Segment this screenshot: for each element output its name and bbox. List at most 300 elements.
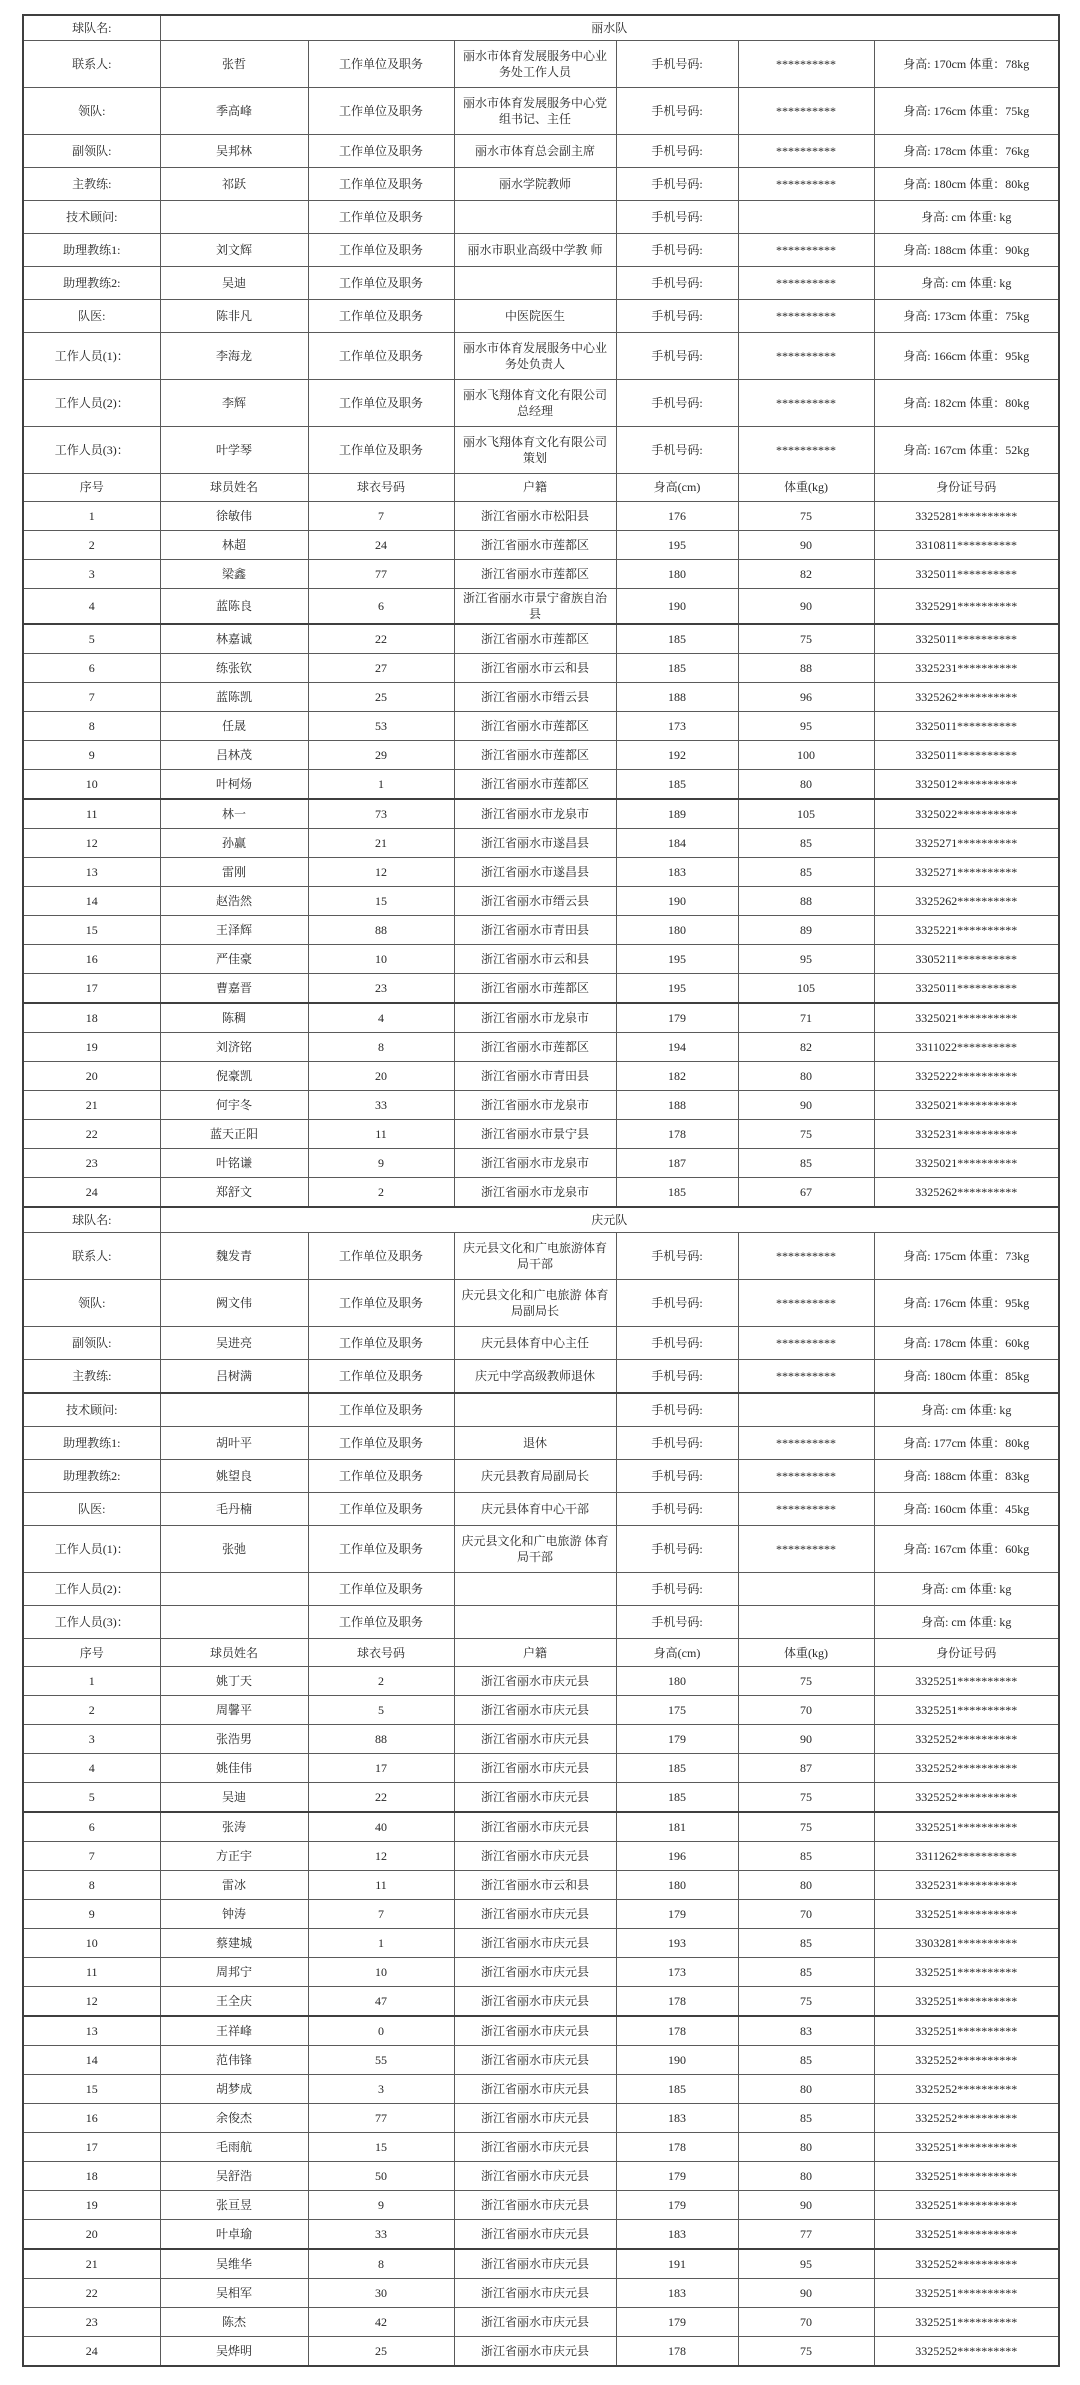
staff-row <box>23 1573 1059 1606</box>
player-name: 倪豪凯 <box>160 1062 308 1091</box>
player-name: 王泽辉 <box>160 916 308 945</box>
player-row <box>23 887 1059 916</box>
unit-label: 工作单位及职务 <box>308 168 454 201</box>
player-jersey: 73 <box>308 799 454 829</box>
player-origin: 浙江省丽水市庆元县 <box>454 2016 616 2046</box>
player-weight: 105 <box>738 799 874 829</box>
staff-name <box>160 201 308 234</box>
document-page <box>22 14 1058 2367</box>
player-no: 16 <box>23 945 160 974</box>
staff-role: 副领队: <box>23 1327 160 1360</box>
player-name: 余俊杰 <box>160 2104 308 2133</box>
player-id: 3325251********** <box>874 2220 1059 2250</box>
player-id: 3325252********** <box>874 1754 1059 1783</box>
staff-metrics: 身高: 188cm 体重：90kg <box>874 234 1059 267</box>
staff-role: 主教练: <box>23 1360 160 1394</box>
player-row <box>23 945 1059 974</box>
player-height: 195 <box>616 945 738 974</box>
player-no: 22 <box>23 1120 160 1149</box>
player-no: 19 <box>23 1033 160 1062</box>
column-header: 序号 <box>23 1639 160 1667</box>
column-header: 户籍 <box>454 1639 616 1667</box>
player-height: 190 <box>616 589 738 625</box>
player-row <box>23 1958 1059 1987</box>
column-header: 球衣号码 <box>308 1639 454 1667</box>
player-no: 9 <box>23 1900 160 1929</box>
player-row <box>23 858 1059 887</box>
player-weight: 90 <box>738 1725 874 1754</box>
player-header-row <box>23 474 1059 502</box>
player-jersey: 2 <box>308 1667 454 1696</box>
phone-label: 手机号码: <box>616 1393 738 1427</box>
player-no: 2 <box>23 1696 160 1725</box>
player-height: 190 <box>616 2046 738 2075</box>
staff-role: 工作人员(3)： <box>23 427 160 474</box>
player-name: 周邦宁 <box>160 1958 308 1987</box>
player-jersey: 24 <box>308 531 454 560</box>
player-id: 3325011********** <box>874 974 1059 1004</box>
phone-label: 手机号码: <box>616 135 738 168</box>
staff-role: 领队: <box>23 88 160 135</box>
staff-role: 队医: <box>23 300 160 333</box>
player-origin: 浙江省丽水市景宁畲族自治县 <box>454 589 616 625</box>
staff-row <box>23 234 1059 267</box>
player-origin: 浙江省丽水市云和县 <box>454 1871 616 1900</box>
player-name: 林一 <box>160 799 308 829</box>
staff-metrics: 身高: 178cm 体重：60kg <box>874 1327 1059 1360</box>
player-origin: 浙江省丽水市莲都区 <box>454 712 616 741</box>
player-no: 14 <box>23 887 160 916</box>
player-name: 蓝天正阳 <box>160 1120 308 1149</box>
player-no: 5 <box>23 1783 160 1813</box>
player-name: 郑舒文 <box>160 1178 308 1208</box>
player-row <box>23 654 1059 683</box>
player-origin: 浙江省丽水市庆元县 <box>454 1987 616 2017</box>
staff-name: 张哲 <box>160 41 308 88</box>
player-name: 陈稠 <box>160 1003 308 1033</box>
player-row <box>23 1754 1059 1783</box>
player-id: 3325231********** <box>874 654 1059 683</box>
player-name: 孙赢 <box>160 829 308 858</box>
staff-name: 李辉 <box>160 380 308 427</box>
unit-label: 工作单位及职务 <box>308 201 454 234</box>
player-name: 王祥峰 <box>160 2016 308 2046</box>
staff-name: 吴迪 <box>160 267 308 300</box>
player-origin: 浙江省丽水市龙泉市 <box>454 1149 616 1178</box>
staff-role: 工作人员(2)： <box>23 380 160 427</box>
player-height: 187 <box>616 1149 738 1178</box>
staff-phone: ********** <box>738 234 874 267</box>
staff-metrics: 身高: 182cm 体重：80kg <box>874 380 1059 427</box>
staff-name: 吴邦林 <box>160 135 308 168</box>
staff-phone: ********** <box>738 88 874 135</box>
phone-label: 手机号码: <box>616 380 738 427</box>
staff-unit: 退休 <box>454 1427 616 1460</box>
player-weight: 83 <box>738 2016 874 2046</box>
staff-phone <box>738 1606 874 1639</box>
staff-phone <box>738 201 874 234</box>
player-no: 15 <box>23 2075 160 2104</box>
player-row <box>23 1696 1059 1725</box>
player-id: 3325252********** <box>874 2337 1059 2367</box>
player-jersey: 29 <box>308 741 454 770</box>
staff-role: 技术顾问: <box>23 201 160 234</box>
player-row <box>23 1033 1059 1062</box>
player-id: 3325251********** <box>874 2162 1059 2191</box>
player-weight: 75 <box>738 502 874 531</box>
staff-metrics: 身高: cm 体重: kg <box>874 267 1059 300</box>
unit-label: 工作单位及职务 <box>308 41 454 88</box>
player-weight: 100 <box>738 741 874 770</box>
player-height: 192 <box>616 741 738 770</box>
staff-row <box>23 1493 1059 1526</box>
player-origin: 浙江省丽水市云和县 <box>454 945 616 974</box>
unit-label: 工作单位及职务 <box>308 1493 454 1526</box>
player-row <box>23 624 1059 654</box>
staff-unit: 庆元县文化和广电旅游 体育局干部 <box>454 1526 616 1573</box>
staff-row <box>23 41 1059 88</box>
phone-label: 手机号码: <box>616 1327 738 1360</box>
player-id: 3325252********** <box>874 2104 1059 2133</box>
staff-name <box>160 1606 308 1639</box>
unit-label: 工作单位及职务 <box>308 380 454 427</box>
player-jersey: 88 <box>308 916 454 945</box>
player-height: 188 <box>616 1091 738 1120</box>
player-weight: 80 <box>738 770 874 800</box>
player-no: 10 <box>23 770 160 800</box>
player-height: 185 <box>616 2075 738 2104</box>
staff-unit: 中医院医生 <box>454 300 616 333</box>
player-origin: 浙江省丽水市庆元县 <box>454 2133 616 2162</box>
player-no: 6 <box>23 654 160 683</box>
player-jersey: 6 <box>308 589 454 625</box>
staff-unit: 丽水学院教师 <box>454 168 616 201</box>
player-weight: 75 <box>738 2337 874 2367</box>
player-origin: 浙江省丽水市庆元县 <box>454 1842 616 1871</box>
column-header: 身份证号码 <box>874 1639 1059 1667</box>
player-jersey: 47 <box>308 1987 454 2017</box>
player-height: 196 <box>616 1842 738 1871</box>
player-jersey: 10 <box>308 945 454 974</box>
staff-unit: 庆元县教育局副局长 <box>454 1460 616 1493</box>
player-no: 2 <box>23 531 160 560</box>
staff-metrics: 身高: cm 体重: kg <box>874 201 1059 234</box>
player-jersey: 42 <box>308 2308 454 2337</box>
player-height: 178 <box>616 1120 738 1149</box>
staff-name: 季高峰 <box>160 88 308 135</box>
player-jersey: 2 <box>308 1178 454 1208</box>
player-origin: 浙江省丽水市庆元县 <box>454 1696 616 1725</box>
player-name: 严佳豪 <box>160 945 308 974</box>
unit-label: 工作单位及职务 <box>308 1606 454 1639</box>
player-row <box>23 2191 1059 2220</box>
player-row <box>23 1003 1059 1033</box>
player-jersey: 21 <box>308 829 454 858</box>
staff-row <box>23 1460 1059 1493</box>
player-name: 张亘昱 <box>160 2191 308 2220</box>
player-origin: 浙江省丽水市龙泉市 <box>454 799 616 829</box>
player-row <box>23 531 1059 560</box>
player-id: 3310811********** <box>874 531 1059 560</box>
player-origin: 浙江省丽水市庆元县 <box>454 1725 616 1754</box>
player-row <box>23 1842 1059 1871</box>
staff-name <box>160 1393 308 1427</box>
player-no: 9 <box>23 741 160 770</box>
player-weight: 90 <box>738 1091 874 1120</box>
staff-row <box>23 300 1059 333</box>
staff-phone: ********** <box>738 41 874 88</box>
player-name: 林超 <box>160 531 308 560</box>
staff-name: 刘文辉 <box>160 234 308 267</box>
player-jersey: 53 <box>308 712 454 741</box>
staff-name: 叶学琴 <box>160 427 308 474</box>
player-origin: 浙江省丽水市遂昌县 <box>454 858 616 887</box>
player-jersey: 40 <box>308 1812 454 1842</box>
player-height: 180 <box>616 1667 738 1696</box>
player-no: 19 <box>23 2191 160 2220</box>
player-height: 180 <box>616 916 738 945</box>
unit-label: 工作单位及职务 <box>308 1393 454 1427</box>
player-id: 3325252********** <box>874 1783 1059 1813</box>
player-row <box>23 2162 1059 2191</box>
player-origin: 浙江省丽水市庆元县 <box>454 1754 616 1783</box>
player-name: 胡梦成 <box>160 2075 308 2104</box>
staff-row <box>23 1526 1059 1573</box>
player-row <box>23 2249 1059 2279</box>
player-name: 叶卓瑜 <box>160 2220 308 2250</box>
staff-name: 胡叶平 <box>160 1427 308 1460</box>
player-no: 8 <box>23 1871 160 1900</box>
player-row <box>23 1178 1059 1208</box>
staff-metrics: 身高: 176cm 体重：95kg <box>874 1280 1059 1327</box>
player-weight: 80 <box>738 1871 874 1900</box>
player-name: 吴维华 <box>160 2249 308 2279</box>
staff-role: 助理教练2: <box>23 1460 160 1493</box>
player-name: 曹嘉晋 <box>160 974 308 1004</box>
player-height: 183 <box>616 2279 738 2308</box>
staff-phone: ********** <box>738 333 874 380</box>
player-name: 张浩男 <box>160 1725 308 1754</box>
player-jersey: 4 <box>308 1003 454 1033</box>
player-jersey: 11 <box>308 1871 454 1900</box>
phone-label: 手机号码: <box>616 168 738 201</box>
player-no: 17 <box>23 2133 160 2162</box>
player-weight: 105 <box>738 974 874 1004</box>
player-name: 毛雨航 <box>160 2133 308 2162</box>
staff-name: 魏发青 <box>160 1233 308 1280</box>
staff-metrics: 身高: 166cm 体重：95kg <box>874 333 1059 380</box>
staff-name: 李海龙 <box>160 333 308 380</box>
player-no: 5 <box>23 624 160 654</box>
unit-label: 工作单位及职务 <box>308 1526 454 1573</box>
unit-label: 工作单位及职务 <box>308 1427 454 1460</box>
staff-phone: ********** <box>738 1460 874 1493</box>
player-height: 185 <box>616 654 738 683</box>
player-no: 14 <box>23 2046 160 2075</box>
team-name-label: 球队名: <box>23 15 160 41</box>
player-origin: 浙江省丽水市云和县 <box>454 654 616 683</box>
player-jersey: 8 <box>308 2249 454 2279</box>
staff-role: 助理教练1: <box>23 234 160 267</box>
player-name: 吴相军 <box>160 2279 308 2308</box>
staff-row <box>23 88 1059 135</box>
player-name: 林嘉诚 <box>160 624 308 654</box>
player-height: 176 <box>616 502 738 531</box>
player-id: 3325262********** <box>874 887 1059 916</box>
staff-phone: ********** <box>738 380 874 427</box>
player-weight: 95 <box>738 712 874 741</box>
player-id: 3325252********** <box>874 2075 1059 2104</box>
staff-role: 工作人员(2)： <box>23 1573 160 1606</box>
player-id: 3325021********** <box>874 1091 1059 1120</box>
player-jersey: 11 <box>308 1120 454 1149</box>
player-no: 10 <box>23 1929 160 1958</box>
phone-label: 手机号码: <box>616 234 738 267</box>
player-name: 刘济铭 <box>160 1033 308 1062</box>
player-weight: 85 <box>738 1929 874 1958</box>
player-weight: 70 <box>738 1900 874 1929</box>
staff-row <box>23 267 1059 300</box>
player-height: 185 <box>616 1178 738 1208</box>
player-height: 179 <box>616 1900 738 1929</box>
player-weight: 85 <box>738 2046 874 2075</box>
staff-metrics: 身高: 167cm 体重：60kg <box>874 1526 1059 1573</box>
unit-label: 工作单位及职务 <box>308 1573 454 1606</box>
player-no: 4 <box>23 1754 160 1783</box>
player-id: 3325252********** <box>874 2249 1059 2279</box>
player-id: 3303281********** <box>874 1929 1059 1958</box>
column-header: 体重(kg) <box>738 474 874 502</box>
staff-phone: ********** <box>738 300 874 333</box>
phone-label: 手机号码: <box>616 1493 738 1526</box>
player-id: 3325251********** <box>874 1987 1059 2017</box>
staff-unit: 丽水市体育总会副主席 <box>454 135 616 168</box>
player-weight: 75 <box>738 1120 874 1149</box>
player-origin: 浙江省丽水市庆元县 <box>454 2191 616 2220</box>
staff-metrics: 身高: 188cm 体重：83kg <box>874 1460 1059 1493</box>
player-origin: 浙江省丽水市庆元县 <box>454 2249 616 2279</box>
player-origin: 浙江省丽水市莲都区 <box>454 560 616 589</box>
player-row <box>23 1987 1059 2017</box>
player-name: 姚佳伟 <box>160 1754 308 1783</box>
player-height: 184 <box>616 829 738 858</box>
player-height: 173 <box>616 712 738 741</box>
player-height: 180 <box>616 560 738 589</box>
staff-row <box>23 135 1059 168</box>
player-height: 179 <box>616 1003 738 1033</box>
staff-metrics: 身高: 177cm 体重：80kg <box>874 1427 1059 1460</box>
player-no: 23 <box>23 2308 160 2337</box>
column-header: 球员姓名 <box>160 1639 308 1667</box>
player-no: 3 <box>23 1725 160 1754</box>
staff-unit <box>454 1606 616 1639</box>
unit-label: 工作单位及职务 <box>308 135 454 168</box>
player-origin: 浙江省丽水市莲都区 <box>454 1033 616 1062</box>
staff-row <box>23 1427 1059 1460</box>
player-id: 3325251********** <box>874 1696 1059 1725</box>
player-id: 3325012********** <box>874 770 1059 800</box>
player-no: 15 <box>23 916 160 945</box>
player-row <box>23 1929 1059 1958</box>
player-no: 8 <box>23 712 160 741</box>
staff-name: 祁跃 <box>160 168 308 201</box>
player-origin: 浙江省丽水市庆元县 <box>454 2162 616 2191</box>
player-jersey: 22 <box>308 1783 454 1813</box>
player-row <box>23 2104 1059 2133</box>
player-weight: 88 <box>738 887 874 916</box>
player-origin: 浙江省丽水市松阳县 <box>454 502 616 531</box>
player-height: 191 <box>616 2249 738 2279</box>
player-jersey: 12 <box>308 858 454 887</box>
player-id: 3325251********** <box>874 2016 1059 2046</box>
player-name: 吴舒浩 <box>160 2162 308 2191</box>
player-jersey: 27 <box>308 654 454 683</box>
player-origin: 浙江省丽水市庆元县 <box>454 1783 616 1813</box>
player-id: 3325271********** <box>874 829 1059 858</box>
player-id: 3325252********** <box>874 2046 1059 2075</box>
player-row <box>23 560 1059 589</box>
staff-unit <box>454 201 616 234</box>
column-header: 身份证号码 <box>874 474 1059 502</box>
player-name: 吴迪 <box>160 1783 308 1813</box>
staff-role: 工作人员(1)： <box>23 1526 160 1573</box>
staff-role: 联系人: <box>23 1233 160 1280</box>
player-height: 173 <box>616 1958 738 1987</box>
phone-label: 手机号码: <box>616 1360 738 1394</box>
player-row <box>23 1783 1059 1813</box>
unit-label: 工作单位及职务 <box>308 300 454 333</box>
player-name: 叶柯炀 <box>160 770 308 800</box>
player-id: 3325022********** <box>874 799 1059 829</box>
player-height: 178 <box>616 2337 738 2367</box>
player-height: 195 <box>616 974 738 1004</box>
player-weight: 80 <box>738 2075 874 2104</box>
player-row <box>23 2308 1059 2337</box>
player-no: 20 <box>23 1062 160 1091</box>
player-jersey: 0 <box>308 2016 454 2046</box>
player-height: 190 <box>616 887 738 916</box>
player-weight: 88 <box>738 654 874 683</box>
player-name: 梁鑫 <box>160 560 308 589</box>
staff-row <box>23 1606 1059 1639</box>
unit-label: 工作单位及职务 <box>308 1233 454 1280</box>
player-origin: 浙江省丽水市庆元县 <box>454 2308 616 2337</box>
column-header: 球员姓名 <box>160 474 308 502</box>
player-name: 任晟 <box>160 712 308 741</box>
column-header: 体重(kg) <box>738 1639 874 1667</box>
player-id: 3325252********** <box>874 1725 1059 1754</box>
player-jersey: 7 <box>308 502 454 531</box>
player-name: 周馨平 <box>160 1696 308 1725</box>
player-no: 16 <box>23 2104 160 2133</box>
player-no: 6 <box>23 1812 160 1842</box>
player-height: 180 <box>616 1871 738 1900</box>
team-name-row <box>23 1207 1059 1233</box>
player-height: 188 <box>616 683 738 712</box>
player-height: 185 <box>616 1754 738 1783</box>
player-origin: 浙江省丽水市遂昌县 <box>454 829 616 858</box>
player-origin: 浙江省丽水市庆元县 <box>454 2046 616 2075</box>
player-no: 1 <box>23 502 160 531</box>
phone-label: 手机号码: <box>616 1460 738 1493</box>
player-weight: 80 <box>738 2133 874 2162</box>
player-weight: 70 <box>738 1696 874 1725</box>
staff-unit: 丽水市体育发展服务中心业务处负责人 <box>454 333 616 380</box>
player-no: 24 <box>23 1178 160 1208</box>
staff-phone: ********** <box>738 1526 874 1573</box>
player-no: 11 <box>23 799 160 829</box>
player-no: 23 <box>23 1149 160 1178</box>
